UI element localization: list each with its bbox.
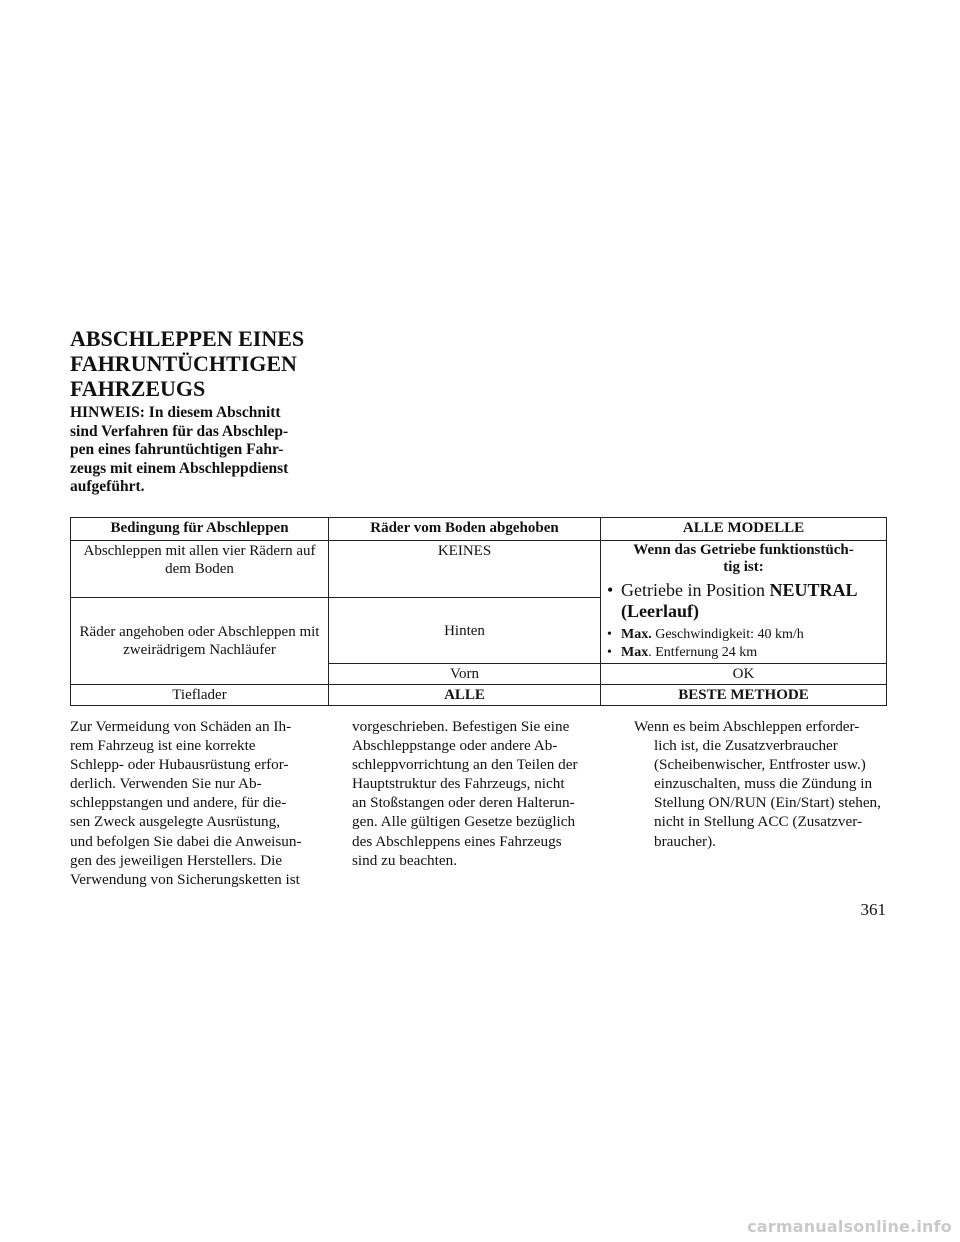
body-line: nicht in Stellung ACC (Zusatzver- [654,813,863,831]
requirements-heading-line: tig ist: [723,559,764,575]
list-item-text: . Entfernung 24 km [648,645,758,660]
list-item-emphasis: Max. [621,627,652,642]
list-item-emphasis: NEUTRAL [769,580,858,600]
list-item-text: Getriebe in Position [621,580,770,600]
table-header-row [71,518,887,541]
body-line: einzuschalten, muss die Zündung in [654,775,873,793]
body-line: vorgeschrieben. Befestigen Sie eine [352,718,570,735]
towing-table [70,517,887,706]
note-line: sind Verfahren für das Abschlep- [70,422,289,440]
body-line: rem Fahrzeug ist eine korrekte [70,737,256,755]
body-line: gen des jeweiligen Herstellers. Die [70,851,283,869]
list-item [607,626,880,644]
body-line: Verwendung von Sicherungsketten ist [70,870,300,888]
body-line: schleppstangen und andere, für die- [70,794,287,812]
body-column-2 [352,717,604,870]
requirements-heading [607,542,880,576]
body-line: an Stoßstangen oder deren Halterun- [352,794,575,812]
list-item-emphasis: (Leerlauf) [621,601,699,621]
body-line: sen Zweck ausgelegte Ausrüstung, [70,813,281,831]
table-cell-wheels: Hinten [329,598,601,664]
table-cell-wheels: Vorn [329,664,601,685]
body-line: Hauptstruktur des Fahrzeugs, nicht [352,775,565,793]
body-line: Abschleppstange oder andere Ab- [352,737,558,755]
body-line: des Abschleppens eines Fahrzeugs [352,832,562,850]
body-line: gen. Alle gültigen Gesetze bezüglich [352,813,576,831]
section-title-line: ABSCHLEPPEN EINES [70,326,305,351]
page-number: 361 [860,900,886,919]
note-line: aufgeführt. [70,478,145,496]
table-row [71,685,887,706]
body-line: lich ist, die Zusatzverbraucher [654,737,838,755]
table-cell-wheels: KEINES [329,541,601,598]
note-line: HINWEIS: In diesem Abschnitt [70,404,281,421]
note-paragraph [70,404,322,497]
list-item [607,580,880,622]
table-row [71,541,887,598]
body-line: Wenn es beim Abschleppen erforder- [634,718,860,735]
body-line: Schlepp- oder Hubausrüstung erfor- [70,756,289,774]
table-cell-condition: Tieflader [71,685,329,706]
table-cell-all-models: OK [601,664,887,685]
body-line: schleppvorrichtung an den Teilen der [352,756,578,774]
body-line: Zur Vermeidung von Schäden an Ih- [70,718,292,735]
table-header-wheels: Räder vom Boden abgehoben [329,518,601,541]
body-line: (Scheibenwischer, Entfroster usw.) [654,756,866,774]
list-item-text: Geschwindigkeit: 40 km/h [651,627,804,642]
requirements-heading-line: Wenn das Getriebe funktionstüch- [633,542,854,558]
table-cell-wheels: ALLE [329,685,601,706]
table-header-all-models: ALLE MODELLE [601,518,887,541]
table-cell-condition: Abschleppen mit allen vier Rädern auf dem Boden [71,541,329,598]
section-title [70,326,370,401]
body-column-3 [634,717,884,851]
table-header-condition: Bedingung für Abschleppen [71,518,329,541]
body-line: derlich. Verwenden Sie nur Ab- [70,775,262,793]
table-cell-condition: Räder angehoben oder Abschleppen mit zweirädrigem Nachläufer [71,598,329,685]
table-cell-all-models: BESTE METHODE [601,685,887,706]
watermark: carmanualsonline.info [747,1217,952,1236]
list-item [607,644,880,662]
requirements-list [607,580,880,662]
body-line: braucher). [654,832,716,850]
body-line: Stellung ON/RUN (Ein/Start) stehen, [654,794,881,812]
body-line: sind zu beachten. [352,851,458,869]
body-line: und befolgen Sie dabei die Anweisun- [70,832,302,850]
section-title-line: FAHRUNTÜCHTIGEN [70,351,297,376]
list-item-emphasis: Max [621,645,649,660]
table-cell-requirements [601,541,887,664]
note-line: zeugs mit einem Abschleppdienst [70,459,289,477]
section-title-line: FAHRZEUGS [70,376,206,401]
body-column-1 [70,717,322,889]
note-line: pen eines fahruntüchtigen Fahr- [70,441,284,459]
